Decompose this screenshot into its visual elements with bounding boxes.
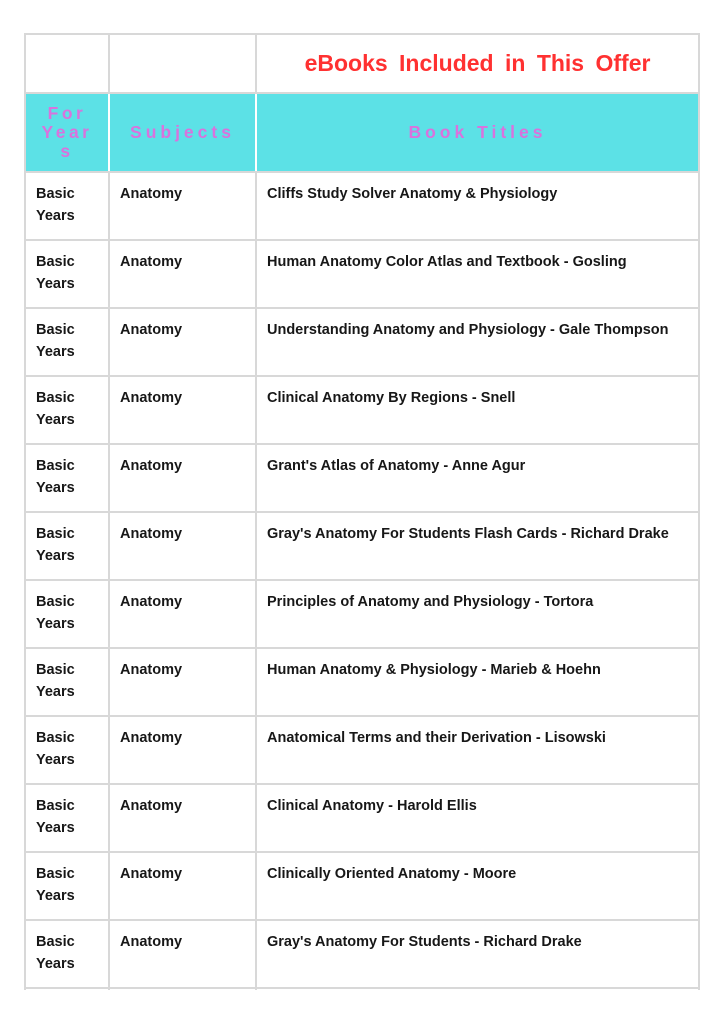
- cutoff-cell: [26, 989, 110, 990]
- table-row: [26, 375, 698, 443]
- row-years-cell: Basic Years: [26, 785, 110, 851]
- row-book-title-cell: Principles of Anatomy and Physiology - Tortora: [267, 594, 594, 610]
- row-subject-cell: Anatomy: [110, 241, 257, 307]
- row-subject-cell: Anatomy: [110, 921, 257, 987]
- row-book-title-cell: Clinical Anatomy - Harold Ellis: [267, 798, 477, 814]
- column-header-for-years: [26, 94, 110, 171]
- row-subject-cell: Anatomy: [110, 513, 257, 579]
- table-row: [26, 783, 698, 851]
- column-header-subjects: [110, 94, 257, 171]
- table-row: [26, 919, 698, 987]
- row-years-cell: Basic Years: [26, 853, 110, 919]
- row-subject-cell: Anatomy: [110, 377, 257, 443]
- row-years-cell: Basic Years: [26, 581, 110, 647]
- row-subject-cell: Anatomy: [110, 717, 257, 783]
- cutoff-cell: [257, 989, 698, 990]
- row-subject-cell: Anatomy: [110, 445, 257, 511]
- row-book-title-cell: Clinically Oriented Anatomy - Moore: [267, 866, 517, 882]
- column-header-for-years-label: For Years: [41, 103, 93, 161]
- row-book-title-cell: Anatomical Terms and their Derivation - Lisowski: [267, 730, 606, 746]
- table-header-row: [26, 92, 698, 171]
- table-row: [26, 443, 698, 511]
- column-header-subjects-label: Subjects: [130, 122, 235, 142]
- row-subject-cell: Anatomy: [110, 581, 257, 647]
- row-subject-cell: Anatomy: [110, 173, 257, 239]
- row-years-cell: Basic Years: [26, 649, 110, 715]
- row-book-title-cell: Understanding Anatomy and Physiology - Gale Thompson: [267, 322, 669, 338]
- row-subject-cell: Anatomy: [110, 785, 257, 851]
- row-book-title-cell: Cliffs Study Solver Anatomy & Physiology: [267, 186, 558, 202]
- empty-cell-subjects: [110, 35, 257, 92]
- row-book-title-cell: Gray's Anatomy For Students Flash Cards - Richard Drake: [267, 526, 669, 542]
- table-row-cutoff: [26, 987, 698, 990]
- ebooks-table: [24, 33, 700, 990]
- table-body: [26, 171, 698, 987]
- row-book-title-cell: Gray's Anatomy For Students - Richard Drake: [267, 934, 582, 950]
- row-subject-cell: Anatomy: [110, 649, 257, 715]
- row-years-cell: Basic Years: [26, 309, 110, 375]
- table-row: [26, 511, 698, 579]
- row-years-cell: Basic Years: [26, 717, 110, 783]
- table-row: [26, 239, 698, 307]
- table-title: eBooks Included in This Offer: [304, 50, 651, 76]
- cutoff-cell: [110, 989, 257, 990]
- empty-cell-years: [26, 35, 110, 92]
- table-title-row: [26, 35, 698, 92]
- table-row: [26, 647, 698, 715]
- column-header-book-titles-label: Book Titles: [408, 122, 547, 142]
- row-book-title-cell: Grant's Atlas of Anatomy - Anne Agur: [267, 458, 526, 474]
- row-book-title-cell: Clinical Anatomy By Regions - Snell: [267, 390, 516, 406]
- table-row: [26, 851, 698, 919]
- row-years-cell: Basic Years: [26, 377, 110, 443]
- row-subject-cell: Anatomy: [110, 309, 257, 375]
- table-row: [26, 171, 698, 239]
- table-row: [26, 579, 698, 647]
- table-row: [26, 715, 698, 783]
- column-header-book-titles: [257, 94, 698, 171]
- row-years-cell: Basic Years: [26, 513, 110, 579]
- row-years-cell: Basic Years: [26, 921, 110, 987]
- row-years-cell: Basic Years: [26, 241, 110, 307]
- row-book-title-cell: Human Anatomy & Physiology - Marieb & Hoehn: [267, 662, 601, 678]
- table-row: [26, 307, 698, 375]
- row-years-cell: Basic Years: [26, 445, 110, 511]
- row-book-title-cell: Human Anatomy Color Atlas and Textbook - Gosling: [267, 254, 627, 270]
- row-years-cell: Basic Years: [26, 173, 110, 239]
- row-subject-cell: Anatomy: [110, 853, 257, 919]
